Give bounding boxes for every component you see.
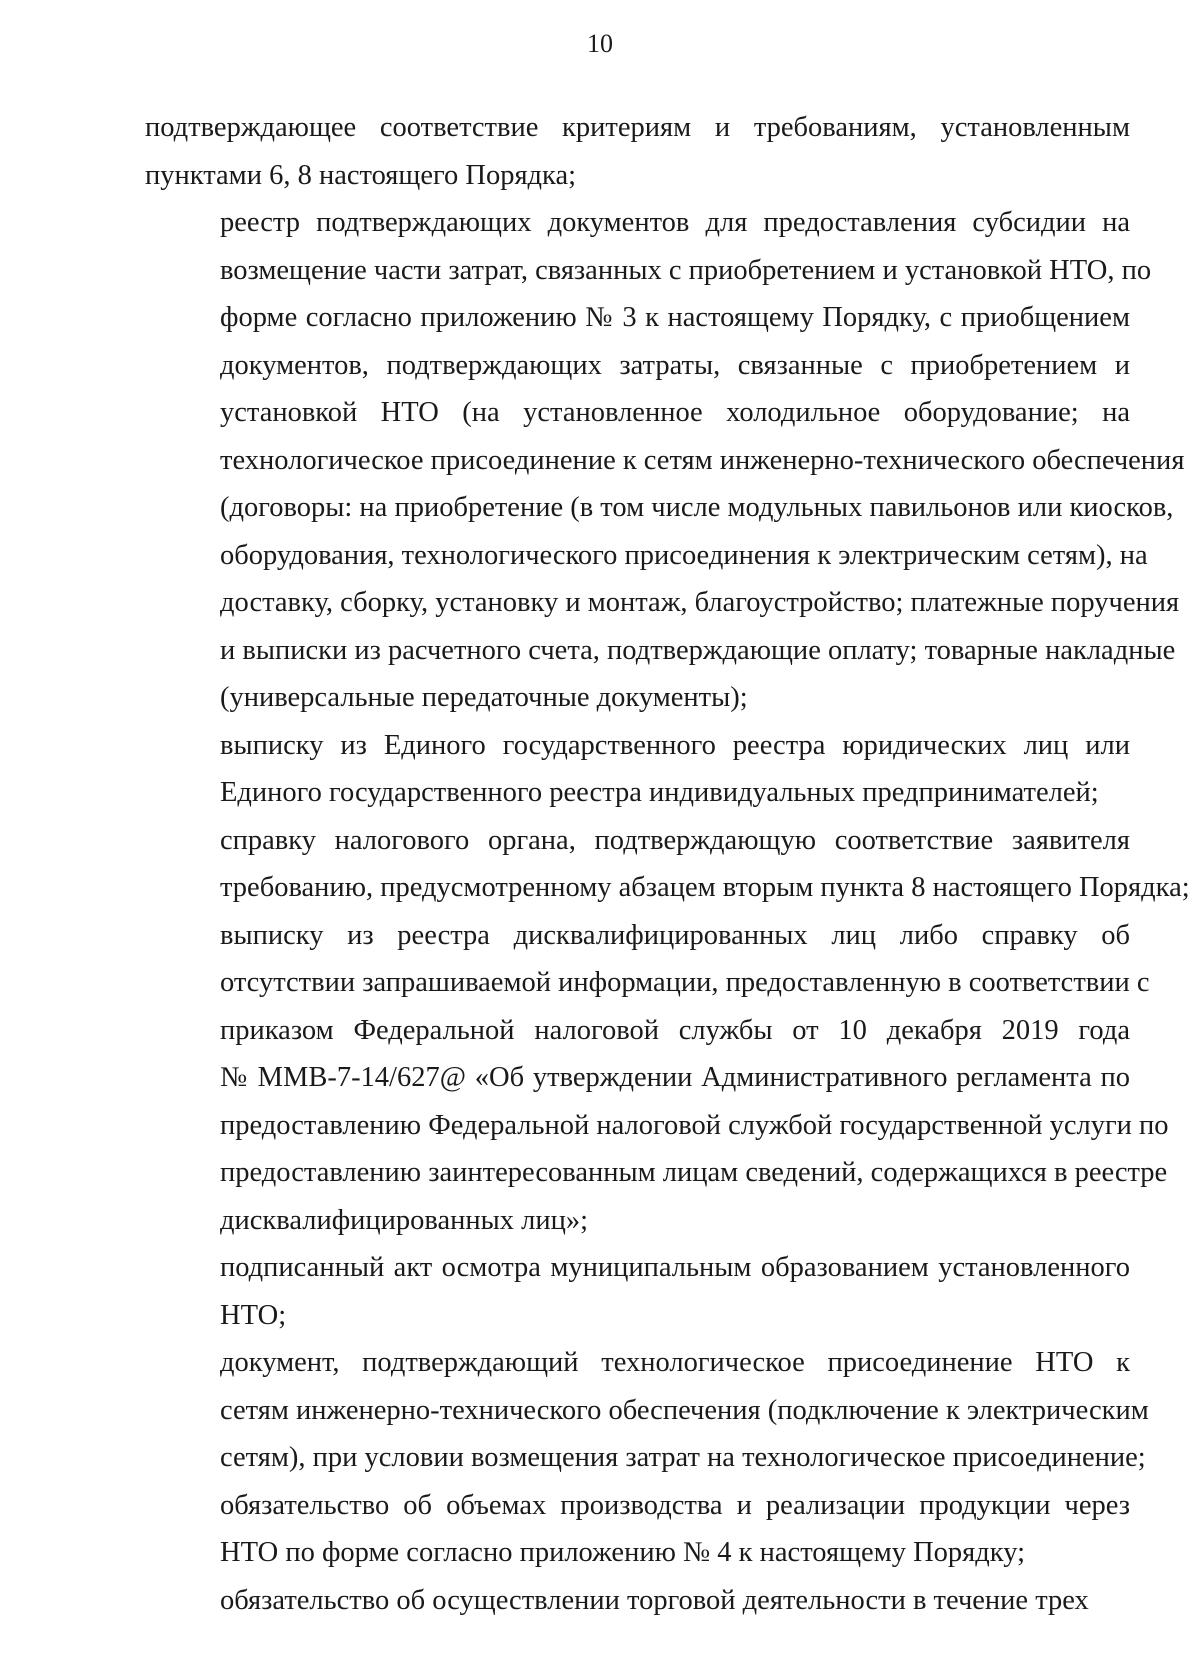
paragraph-line: выписку из Единого государственного реестра юридических лиц или xyxy=(220,729,1130,761)
paragraph-line: № ММВ-7-14/627@ «Об утверждении Административного регламента по xyxy=(220,1062,1130,1093)
paragraph-line: обязательство об объемах производства и реализации продукции через xyxy=(220,1489,1130,1521)
paragraph-line: Единого государственного реестра индивидуальных предпринимателей; xyxy=(220,777,1099,808)
paragraph-line: доставку, сборку, установку и монтаж, благоустройство; платежные поручения xyxy=(220,587,1180,618)
paragraph-line: НТО по форме согласно приложению № 4 к настоящему Порядку; xyxy=(220,1537,1026,1568)
paragraph-line: предоставлению заинтересованным лицам сведений, содержащихся в реестре xyxy=(220,1157,1168,1188)
paragraph-line: обязательство об осуществлении торговой деятельности в течение трех xyxy=(220,1584,1089,1616)
paragraph-line: оборудования, технологического присоединения к электрическим сетям), на xyxy=(220,539,1148,571)
document-paragraph xyxy=(145,722,1130,817)
paragraph-line: реестр подтверждающих документов для предоставления субсидии на xyxy=(220,207,1130,238)
paragraph-line: требованию, предусмотренному абзацем вторым пункта 8 настоящего Порядка; xyxy=(220,872,1190,903)
document-paragraph xyxy=(145,199,1185,722)
paragraph-line: (договоры: на приобретение (в том числе модульных павильонов или киосков, xyxy=(220,492,1174,523)
paragraph-line: приказом Федеральной налоговой службы от 10 декабря 2019 года xyxy=(220,1014,1130,1046)
paragraph-line: форме согласно приложению № 3 к настоящему Порядку, с приобщением xyxy=(220,302,1130,333)
document-paragraph xyxy=(145,1339,1149,1482)
paragraph-line: подтверждающее соответствие критериям и требованиям, установленным xyxy=(145,112,1130,143)
document-paragraph xyxy=(145,817,1190,912)
paragraph-line: справку налогового органа, подтверждающую соответствие заявителя xyxy=(220,824,1130,856)
document-paragraph xyxy=(145,1244,1130,1339)
paragraph-line: пунктами 6, 8 настоящего Порядка; xyxy=(145,159,577,191)
document-paragraph xyxy=(145,912,1169,1245)
paragraph-line: дисквалифицированных лиц»; xyxy=(220,1204,589,1236)
document-body xyxy=(145,104,1190,1624)
paragraph-line: отсутствии запрашиваемой информации, предоставленную в соответствии с xyxy=(220,967,1150,998)
page-number: 10 xyxy=(587,29,613,58)
paragraph-line: сетям), при условии возмещения затрат на технологическое присоединение; xyxy=(220,1442,1146,1473)
paragraph-line: предоставлению Федеральной налоговой службой государственной услуги по xyxy=(220,1109,1169,1141)
paragraph-line: подписанный акт осмотра муниципальным образованием установленного xyxy=(220,1252,1130,1283)
paragraph-line: выписку из реестра дисквалифицированных лиц либо справку об xyxy=(220,919,1130,951)
paragraph-line: НТО; xyxy=(220,1299,287,1331)
paragraph-line: сетям инженерно-технического обеспечения (подключение к электрическим xyxy=(220,1394,1149,1426)
paragraph-line: (универсальные передаточные документы); xyxy=(220,682,748,713)
paragraph-line: возмещение части затрат, связанных с приобретением и установкой НТО, по xyxy=(220,254,1152,286)
document-paragraph xyxy=(145,1577,1130,1625)
document-paragraph xyxy=(145,104,1130,199)
paragraph-line: документов, подтверждающих затраты, связанные с приобретением и xyxy=(220,349,1130,381)
paragraph-line: документ, подтверждающий технологическое присоединение НТО к xyxy=(220,1347,1130,1378)
paragraph-line: технологическое присоединение к сетям инженерно-технического обеспечения xyxy=(220,444,1185,476)
paragraph-line: установкой НТО (на установленное холодильное оборудование; на xyxy=(220,397,1130,428)
document-paragraph xyxy=(145,1482,1130,1577)
paragraph-line: и выписки из расчетного счета, подтверждающие оплату; товарные накладные xyxy=(220,634,1176,666)
